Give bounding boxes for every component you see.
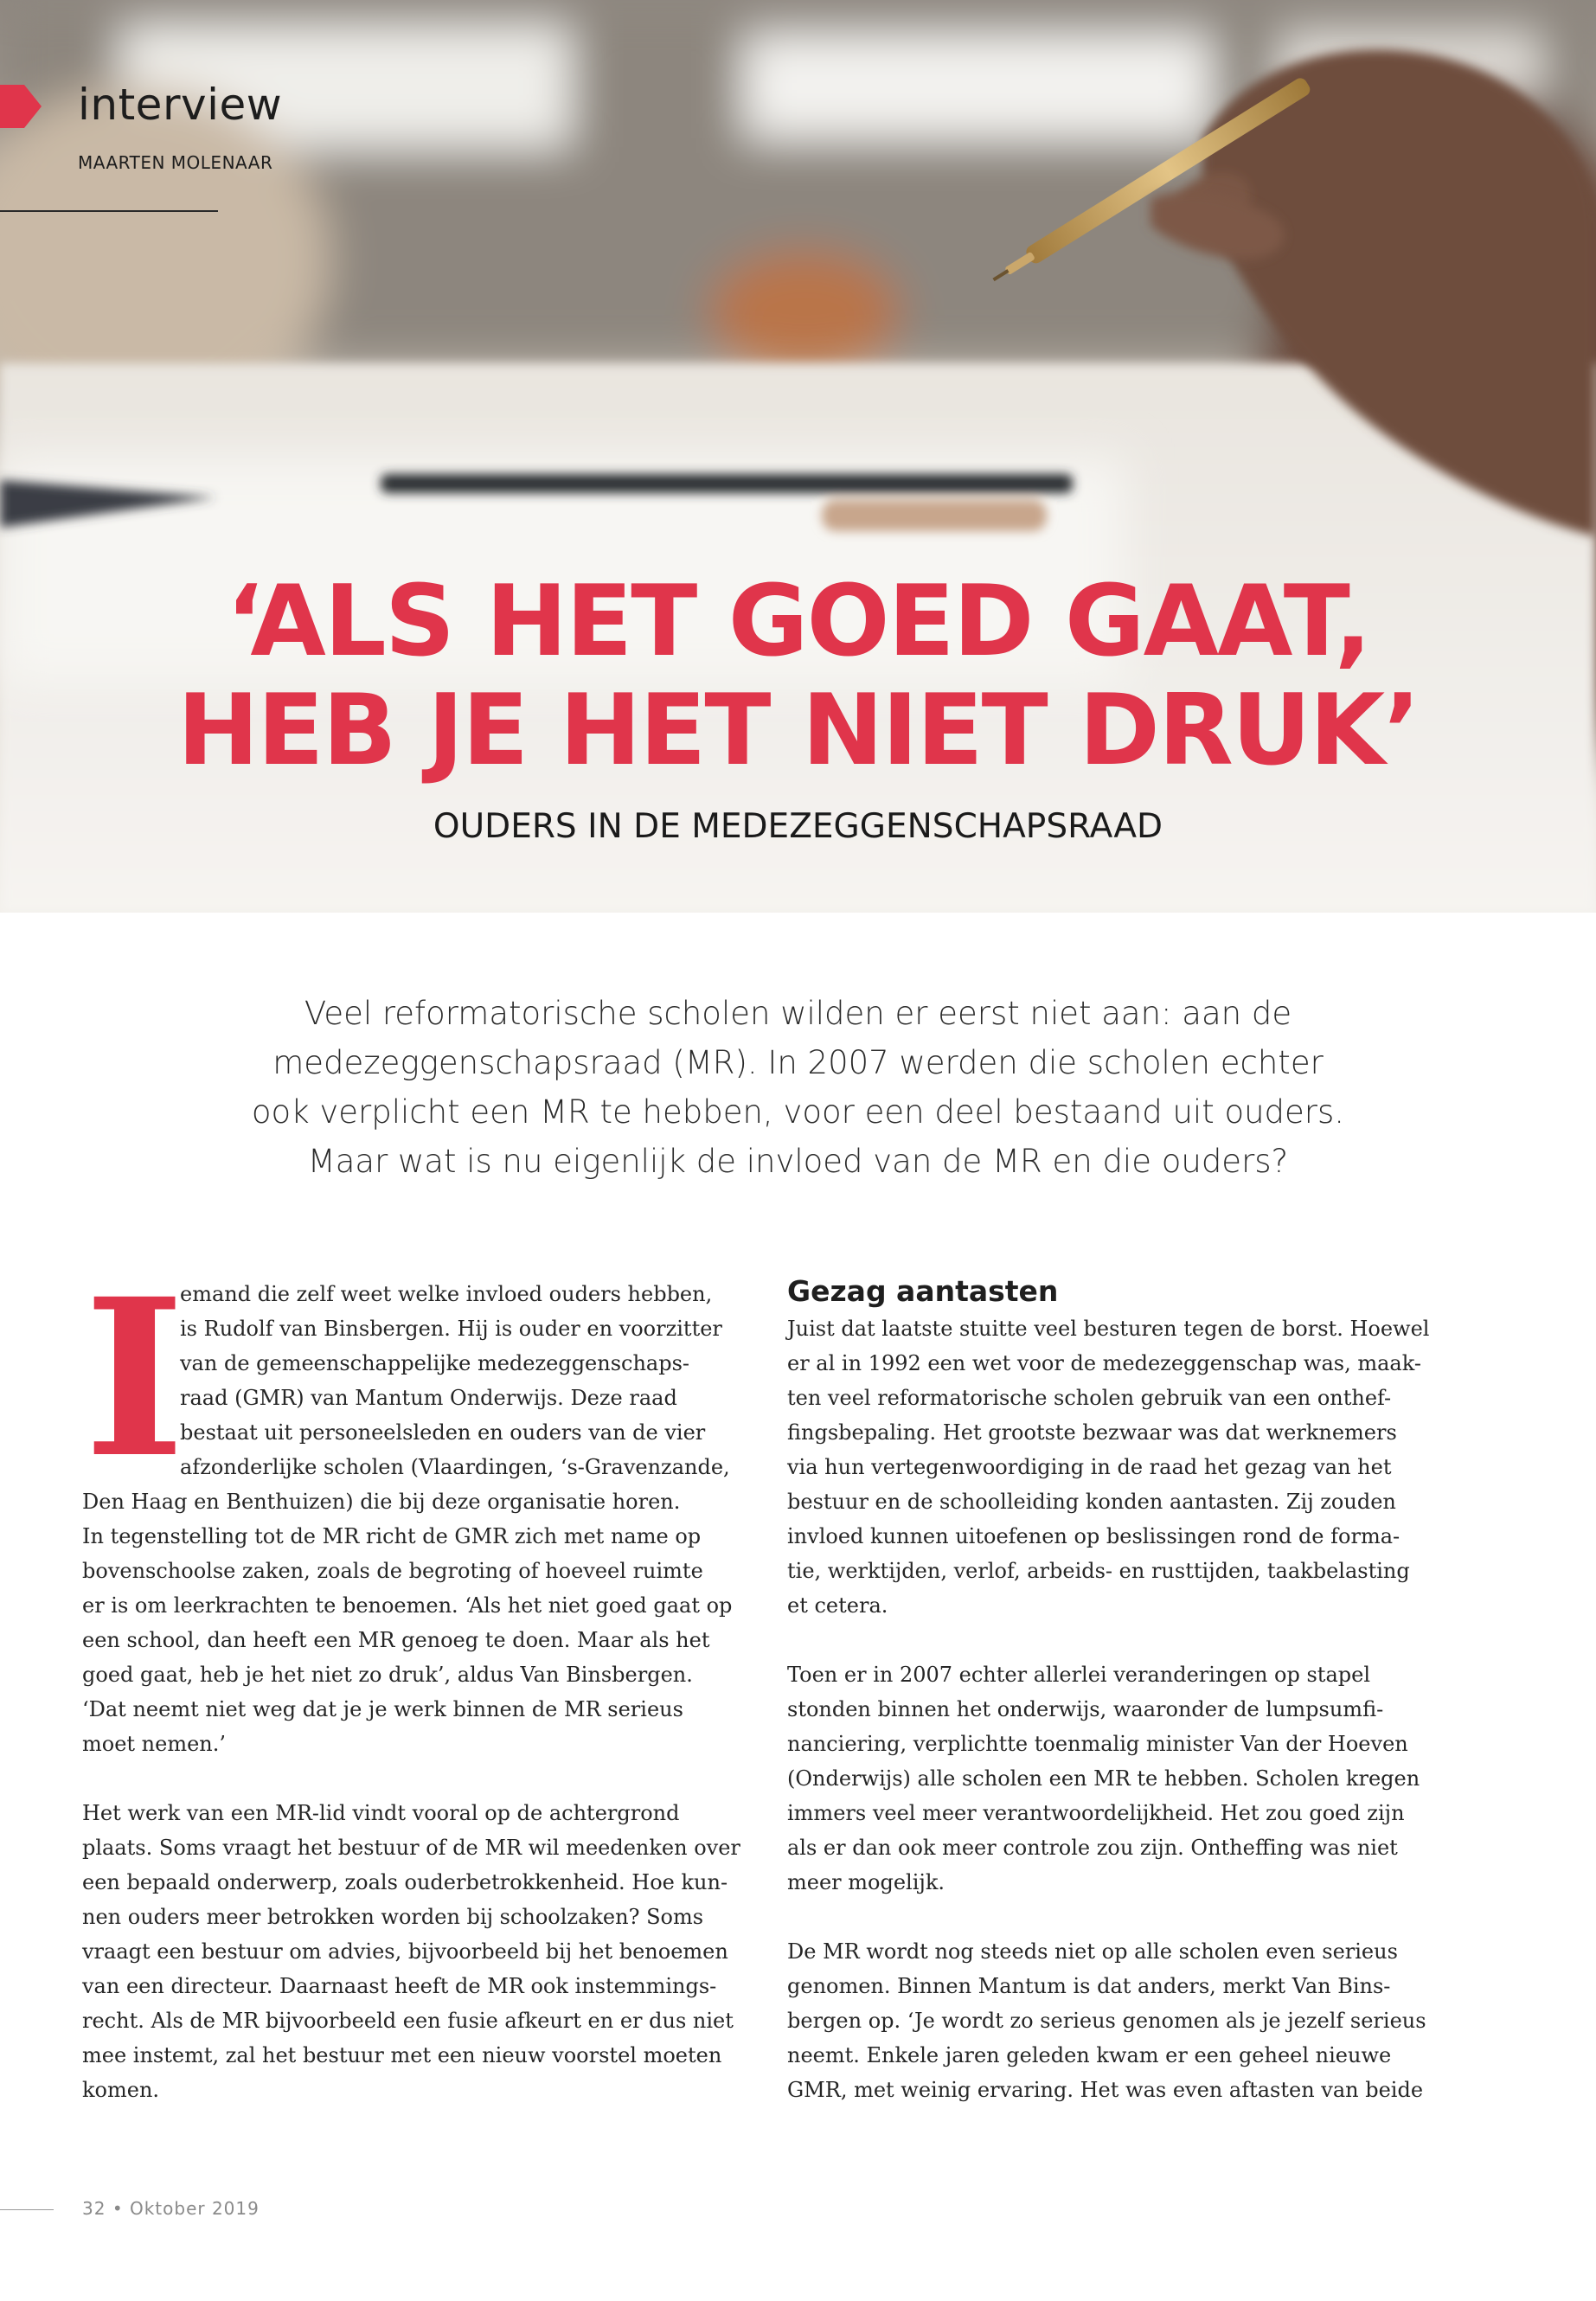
paragraph-gap [787,1900,1471,1934]
body-column-left [82,1251,766,2107]
body-line: afzonderlijke scholen (Vlaardingen, ‘s-Gravenzande, [180,1455,730,1479]
page-footer [82,2198,260,2219]
body-line: vraagt een bestuur om advies, bijvoorbeeld bij het benoemen [82,1939,728,1964]
lead-line: ook verplicht een MR te hebben, voor een deel bestaand uit ouders. [251,1093,1345,1131]
body-line: bovenschoolse zaken, zoals de begroting of hoeveel ruimte [82,1559,703,1583]
body-line: emand die zelf weet welke invloed ouders hebben, [180,1282,713,1306]
body-line: goed gaat, heb je het niet zo druk’, aldus Van Binsbergen. [82,1663,693,1687]
body-line: immers veel meer verantwoordelijkheid. Het zou goed zijn [787,1801,1405,1825]
body-line: een bepaald onderwerp, zoals ouderbetrokkenheid. Hoe kun- [82,1870,728,1894]
paragraph-gap [82,1761,766,1796]
body-line: recht. Als de MR bijvoorbeeld een fusie afkeurt en er dus niet [82,2009,734,2033]
body-line: van een directeur. Daarnaast heeft de MR ook instemmings- [82,1974,717,1998]
footer-divider [0,2209,54,2210]
body-line: bestaat uit personeelsleden en ouders van de vier [180,1420,706,1445]
body-line: Juist dat laatste stuitte veel besturen tegen de borst. Hoewel [787,1317,1430,1341]
body-line: meer mogelijk. [787,1870,945,1894]
body-line: als er dan ook meer controle zou zijn. Ontheffing was niet [787,1836,1398,1860]
body-line: via hun vertegenwoordiging in de raad het gezag van het [787,1455,1392,1479]
article-subtitle: OUDERS IN DE MEDEZEGGENSCHAPSRAAD [433,807,1163,846]
body-line: Toen er in 2007 echter allerlei veranderingen op stapel [787,1663,1371,1687]
drop-cap: I [84,1251,185,1505]
body-line: fingsbepaling. Het grootste bezwaar was dat werknemers [787,1420,1397,1445]
body-line: tie, werktijden, verlof, arbeids- en rusttijden, taakbelasting [787,1559,1410,1583]
lead-paragraph [156,989,1440,1186]
footer-separator: • [112,2198,124,2219]
body-line: nen ouders meer betrokken worden bij schoolzaken? Soms [82,1905,704,1929]
body-line: raad (GMR) van Mantum Onderwijs. Deze raad [180,1386,677,1410]
body-line: De MR wordt nog steeds niet op alle scholen even serieus [787,1939,1398,1964]
author-name: MAARTEN MOLENAAR [78,152,273,173]
section-marker-icon [0,85,42,128]
section-heading: Gezag aantasten [787,1274,1059,1308]
body-line: er is om leerkrachten te benoemen. ‘Als het niet goed gaat op [82,1593,733,1618]
headline-line-2: HEB JE HET NIET DRUK’ [176,673,1420,787]
header-divider [0,210,218,212]
body-line: plaats. Soms vraagt het bestuur of de MR wil meedenken over [82,1836,740,1860]
body-line: (Onderwijs) alle scholen een MR te hebben. Scholen kregen [787,1766,1420,1791]
body-line: mee instemt, zal het bestuur met een nieuw voorstel moeten [82,2043,722,2067]
issue-date: Oktober 2019 [129,2198,260,2219]
paragraph-gap [787,1623,1471,1657]
page-number: 32 [82,2198,106,2219]
body-line: et cetera. [787,1593,888,1618]
body-line: genomen. Binnen Mantum is dat anders, merkt Van Bins- [787,1974,1391,1998]
body-line: is Rudolf van Binsbergen. Hij is ouder en voorzitter [180,1317,722,1341]
article-headline [0,564,1596,787]
body-column-right [787,1272,1471,2107]
body-line: Het werk van een MR-lid vindt vooral op de achtergrond [82,1801,680,1825]
body-line: invloed kunnen uitoefenen op beslissingen rond de forma- [787,1524,1401,1548]
body-line: GMR, met weinig ervaring. Het was even aftasten van beide [787,2078,1424,2102]
body-line: ‘Dat neemt niet weg dat je je werk binnen de MR serieus [82,1697,683,1721]
body-line: van de gemeenschappelijke medezeggenschaps- [180,1351,690,1375]
body-line: een school, dan heeft een MR genoeg te doen. Maar als het [82,1628,710,1652]
lead-line: medezeggenschapsraad (MR). In 2007 werden die scholen echter [272,1044,1324,1081]
body-line: moet nemen.’ [82,1732,227,1756]
lead-line: Maar wat is nu eigenlijk de invloed van de MR en die ouders? [307,1143,1289,1180]
body-line: stonden binnen het onderwijs, waaronder de lumpsumfi- [787,1697,1384,1721]
body-line: ten veel reformatorische scholen gebruik van een onthef- [787,1386,1392,1410]
body-line: komen. [82,2078,160,2102]
body-line: Den Haag en Benthuizen) die bij deze organisatie horen. [82,1490,681,1514]
body-line: neemt. Enkele jaren geleden kwam er een geheel nieuwe [787,2043,1392,2067]
section-label: interview [78,80,283,130]
lead-line: Veel reformatorische scholen wilden er eerst niet aan: aan de [304,995,1292,1032]
body-line: nanciering, verplichtte toenmalig minister Van der Hoeven [787,1732,1408,1756]
headline-line-1: ‘ALS HET GOED GAAT, [226,564,1370,678]
body-line: In tegenstelling tot de MR richt de GMR zich met name op [82,1524,702,1548]
body-line: bergen op. ‘Je wordt zo serieus genomen als je jezelf serieus [787,2009,1426,2033]
body-line: bestuur en de schoolleiding konden aantasten. Zij zouden [787,1490,1396,1514]
body-line: er al in 1992 een wet voor de medezeggenschap was, maak- [787,1351,1421,1375]
